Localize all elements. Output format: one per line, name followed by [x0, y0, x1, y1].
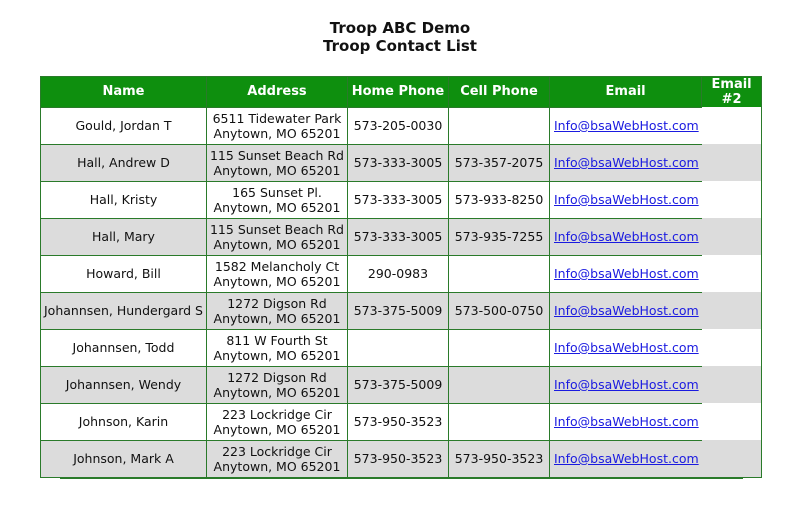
cell-home-phone: 573-333-3005 — [348, 181, 449, 218]
email-link[interactable]: Info@bsaWebHost.com — [554, 303, 699, 318]
cell-home-phone: 290-0983 — [348, 255, 449, 292]
address-line-2: Anytown, MO 65201 — [213, 273, 341, 289]
email-link[interactable]: Info@bsaWebHost.com — [554, 340, 699, 355]
page-header — [0, 19, 800, 55]
address-line-1: 223 Lockridge Cir — [222, 406, 332, 422]
column-header-address: Address — [206, 77, 347, 108]
address-line-2: Anytown, MO 65201 — [213, 421, 341, 437]
address-line-1: 223 Lockridge Cir — [222, 443, 332, 459]
cell-cell-phone: 573-950-3523 — [449, 440, 550, 477]
cell-name: Hall, Mary — [41, 218, 207, 255]
cell-cell-phone — [449, 107, 550, 144]
email-link[interactable]: Info@bsaWebHost.com — [554, 414, 699, 429]
address-line-2: Anytown, MO 65201 — [213, 236, 341, 252]
cell-cell-phone — [449, 366, 550, 403]
cell-home-phone: 573-950-3523 — [348, 403, 449, 440]
cell-name: Howard, Bill — [41, 255, 207, 292]
table-row — [41, 107, 762, 144]
cell-email-2 — [702, 255, 762, 292]
cell-email — [550, 144, 702, 181]
address-line-2: Anytown, MO 65201 — [213, 310, 341, 326]
email-link[interactable]: Info@bsaWebHost.com — [554, 192, 699, 207]
address-line-2: Anytown, MO 65201 — [213, 347, 341, 363]
cell-email — [550, 366, 702, 403]
table-row — [41, 181, 762, 218]
page-subtitle: Troop Contact List — [323, 37, 477, 55]
cell-name: Hall, Kristy — [41, 181, 207, 218]
address-line-1: 811 W Fourth St — [226, 332, 328, 348]
cell-home-phone: 573-205-0030 — [348, 107, 449, 144]
page-title: Troop ABC Demo — [329, 19, 471, 37]
cell-home-phone: 573-375-5009 — [348, 292, 449, 329]
cell-home-phone: 573-333-3005 — [348, 144, 449, 181]
cell-address — [206, 107, 347, 144]
cell-cell-phone: 573-500-0750 — [449, 292, 550, 329]
cell-email — [550, 107, 702, 144]
cell-email-2 — [702, 292, 762, 329]
cell-name: Johnson, Karin — [41, 403, 207, 440]
cell-email — [550, 255, 702, 292]
email-link[interactable]: Info@bsaWebHost.com — [554, 118, 699, 133]
address-line-2: Anytown, MO 65201 — [213, 162, 341, 178]
column-header-cell-phone: Cell Phone — [449, 77, 550, 108]
cell-address — [206, 144, 347, 181]
cell-name: Johnson, Mark A — [41, 440, 207, 477]
address-line-1: 165 Sunset Pl. — [232, 184, 322, 200]
email-link[interactable]: Info@bsaWebHost.com — [554, 377, 699, 392]
cell-email — [550, 181, 702, 218]
address-line-1: 1272 Digson Rd — [227, 295, 327, 311]
footer-divider — [60, 478, 743, 479]
cell-address — [206, 440, 347, 477]
cell-home-phone: 573-333-3005 — [348, 218, 449, 255]
table-row — [41, 144, 762, 181]
address-line-1: 1582 Melancholy Ct — [214, 258, 340, 274]
cell-address — [206, 181, 347, 218]
cell-email-2 — [702, 218, 762, 255]
table-row — [41, 366, 762, 403]
cell-email-2 — [702, 107, 762, 144]
address-line-1: 115 Sunset Beach Rd — [209, 147, 344, 163]
address-line-2: Anytown, MO 65201 — [213, 384, 341, 400]
cell-address — [206, 366, 347, 403]
table-row — [41, 218, 762, 255]
cell-email-2 — [702, 440, 762, 477]
cell-email — [550, 403, 702, 440]
address-line-1: 6511 Tidewater Park — [212, 110, 342, 126]
table-row — [41, 255, 762, 292]
cell-cell-phone — [449, 329, 550, 366]
cell-cell-phone — [449, 255, 550, 292]
email-link[interactable]: Info@bsaWebHost.com — [554, 229, 699, 244]
cell-email-2 — [702, 181, 762, 218]
email-link[interactable]: Info@bsaWebHost.com — [554, 451, 699, 466]
cell-cell-phone: 573-933-8250 — [449, 181, 550, 218]
column-header-email: Email — [550, 77, 702, 108]
cell-name: Johannsen, Hundergard S — [41, 292, 207, 329]
cell-address — [206, 292, 347, 329]
column-header-name: Name — [41, 77, 207, 108]
cell-email-2 — [702, 403, 762, 440]
cell-home-phone — [348, 329, 449, 366]
email-link[interactable]: Info@bsaWebHost.com — [554, 155, 699, 170]
cell-email — [550, 292, 702, 329]
cell-email — [550, 218, 702, 255]
cell-email-2 — [702, 366, 762, 403]
cell-cell-phone — [449, 403, 550, 440]
table-row — [41, 403, 762, 440]
cell-cell-phone: 573-935-7255 — [449, 218, 550, 255]
address-line-2: Anytown, MO 65201 — [213, 199, 341, 215]
cell-name: Johannsen, Todd — [41, 329, 207, 366]
cell-cell-phone: 573-357-2075 — [449, 144, 550, 181]
cell-name: Gould, Jordan T — [41, 107, 207, 144]
address-line-2: Anytown, MO 65201 — [213, 458, 341, 474]
email-link[interactable]: Info@bsaWebHost.com — [554, 266, 699, 281]
table-row — [41, 440, 762, 477]
cell-email-2 — [702, 144, 762, 181]
cell-name: Johannsen, Wendy — [41, 366, 207, 403]
column-header-email-2: Email #2 — [702, 77, 762, 108]
column-header-home-phone: Home Phone — [348, 77, 449, 108]
cell-name: Hall, Andrew D — [41, 144, 207, 181]
table-row — [41, 292, 762, 329]
cell-email-2 — [702, 329, 762, 366]
cell-email — [550, 440, 702, 477]
cell-address — [206, 218, 347, 255]
cell-email — [550, 329, 702, 366]
contact-table — [40, 76, 762, 478]
address-line-2: Anytown, MO 65201 — [213, 125, 341, 141]
table-row — [41, 329, 762, 366]
table-header-row — [41, 77, 762, 108]
address-line-1: 115 Sunset Beach Rd — [209, 221, 344, 237]
address-line-1: 1272 Digson Rd — [227, 369, 327, 385]
cell-address — [206, 255, 347, 292]
cell-home-phone: 573-375-5009 — [348, 366, 449, 403]
cell-home-phone: 573-950-3523 — [348, 440, 449, 477]
cell-address — [206, 329, 347, 366]
cell-address — [206, 403, 347, 440]
